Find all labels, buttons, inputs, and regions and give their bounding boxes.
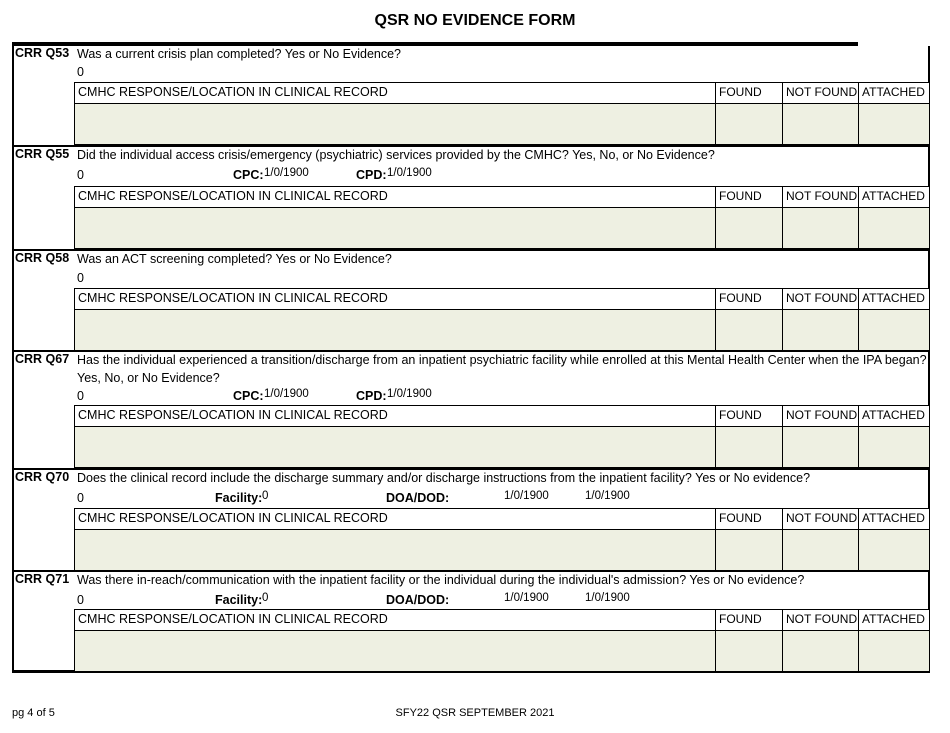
not-found-header: NOT FOUND [782, 610, 858, 630]
doa-value: 1/0/1900 [504, 490, 549, 502]
found-header: FOUND [715, 83, 782, 103]
facility-value: 0 [262, 592, 269, 604]
not-found-header: NOT FOUND [782, 187, 858, 207]
cpd-value: 1/0/1900 [387, 167, 432, 179]
doa-dod-label: DOA/DOD: [386, 491, 450, 505]
cpc-value: 1/0/1900 [264, 388, 309, 400]
found-cell[interactable] [715, 104, 783, 144]
response-input-row[interactable] [74, 426, 930, 468]
cpc-label: CPC: [233, 389, 264, 403]
attached-header: ATTACHED [858, 509, 929, 529]
cpd-label: CPD: [356, 389, 387, 403]
question-text: Was a current crisis plan completed? Yes or No Evidence? [77, 47, 402, 61]
dod-value: 1/0/1900 [585, 490, 630, 502]
question-text: Does the clinical record include the discharge summary and/or discharge instructions from the inpatient facility? Yes or No evidence? [77, 471, 811, 485]
response-header: CMHC RESPONSE/LOCATION IN CLINICAL RECORD [78, 511, 388, 525]
not-found-header: NOT FOUND [782, 406, 858, 426]
question-text: Was there in-reach/communication with the inpatient facility or the individual during the individual's admission? Yes or No evidence? [77, 573, 805, 587]
answer-value: 0 [77, 65, 84, 79]
response-input-row[interactable] [74, 630, 930, 672]
attached-cell[interactable] [858, 310, 930, 350]
attached-header: ATTACHED [858, 187, 929, 207]
response-header-row [74, 288, 930, 310]
answer-value: 0 [77, 168, 84, 182]
response-header: CMHC RESPONSE/LOCATION IN CLINICAL RECORD [78, 189, 388, 203]
cpd-label: CPD: [356, 168, 387, 182]
found-cell[interactable] [715, 631, 783, 671]
response-input-row[interactable] [74, 207, 930, 249]
attached-cell[interactable] [858, 631, 930, 671]
answer-value: 0 [77, 593, 84, 607]
not-found-header: NOT FOUND [782, 289, 858, 309]
not-found-header: NOT FOUND [782, 83, 858, 103]
found-header: FOUND [715, 509, 782, 529]
page-number: pg 4 of 5 [12, 707, 55, 719]
found-header: FOUND [715, 406, 782, 426]
response-header-row [74, 186, 930, 208]
attached-header: ATTACHED [858, 610, 929, 630]
response-header-row [74, 405, 930, 427]
not-found-cell[interactable] [782, 104, 859, 144]
response-header-row [74, 609, 930, 631]
attached-cell[interactable] [858, 530, 930, 570]
cpd-value: 1/0/1900 [387, 388, 432, 400]
question-text-continued: Yes, No, or No Evidence? [77, 371, 220, 385]
question-id: CRR Q71 [15, 572, 70, 586]
not-found-cell[interactable] [782, 530, 859, 570]
attached-cell[interactable] [858, 104, 930, 144]
found-cell[interactable] [715, 310, 783, 350]
response-input-row[interactable] [74, 529, 930, 571]
facility-label: Facility: [215, 593, 263, 607]
attached-header: ATTACHED [858, 289, 929, 309]
attached-header: ATTACHED [858, 406, 929, 426]
facility-value: 0 [262, 490, 269, 502]
question-id: CRR Q55 [15, 147, 70, 161]
footer-text: SFY22 QSR SEPTEMBER 2021 [395, 707, 555, 719]
answer-value: 0 [77, 271, 84, 285]
response-input-row[interactable] [74, 103, 930, 145]
cpc-label: CPC: [233, 168, 264, 182]
question-id: CRR Q58 [15, 251, 70, 265]
found-header: FOUND [715, 610, 782, 630]
not-found-header: NOT FOUND [782, 509, 858, 529]
not-found-cell[interactable] [782, 631, 859, 671]
response-header: CMHC RESPONSE/LOCATION IN CLINICAL RECORD [78, 291, 388, 305]
attached-header: ATTACHED [858, 83, 929, 103]
question-text: Was an ACT screening completed? Yes or No Evidence? [77, 252, 392, 266]
cpc-value: 1/0/1900 [264, 167, 309, 179]
question-id: CRR Q67 [15, 352, 70, 366]
answer-value: 0 [77, 491, 84, 505]
question-text: Has the individual experienced a transition/discharge from an inpatient psychiatric facility while enrolled at this Mental Health Center when the IPA began? [77, 353, 927, 367]
response-input-row[interactable] [74, 309, 930, 351]
attached-cell[interactable] [858, 208, 930, 248]
question-text: Did the individual access crisis/emergency (psychiatric) services provided by the CMHC? Yes, No, or No Evidence? [77, 148, 715, 162]
answer-value: 0 [77, 389, 84, 403]
response-header: CMHC RESPONSE/LOCATION IN CLINICAL RECORD [78, 612, 388, 626]
response-header-row [74, 508, 930, 530]
doa-value: 1/0/1900 [504, 592, 549, 604]
question-id: CRR Q53 [15, 46, 70, 60]
attached-cell[interactable] [858, 427, 930, 467]
found-cell[interactable] [715, 427, 783, 467]
found-header: FOUND [715, 289, 782, 309]
found-cell[interactable] [715, 530, 783, 570]
dod-value: 1/0/1900 [585, 592, 630, 604]
response-header: CMHC RESPONSE/LOCATION IN CLINICAL RECORD [78, 85, 388, 99]
question-id: CRR Q70 [15, 470, 70, 484]
found-cell[interactable] [715, 208, 783, 248]
doa-dod-label: DOA/DOD: [386, 593, 450, 607]
found-header: FOUND [715, 187, 782, 207]
left-border [12, 46, 14, 673]
not-found-cell[interactable] [782, 208, 859, 248]
response-header: CMHC RESPONSE/LOCATION IN CLINICAL RECORD [78, 408, 388, 422]
facility-label: Facility: [215, 491, 263, 505]
not-found-cell[interactable] [782, 310, 859, 350]
form-title: QSR NO EVIDENCE FORM [374, 12, 576, 29]
not-found-cell[interactable] [782, 427, 859, 467]
response-header-row [74, 82, 930, 104]
